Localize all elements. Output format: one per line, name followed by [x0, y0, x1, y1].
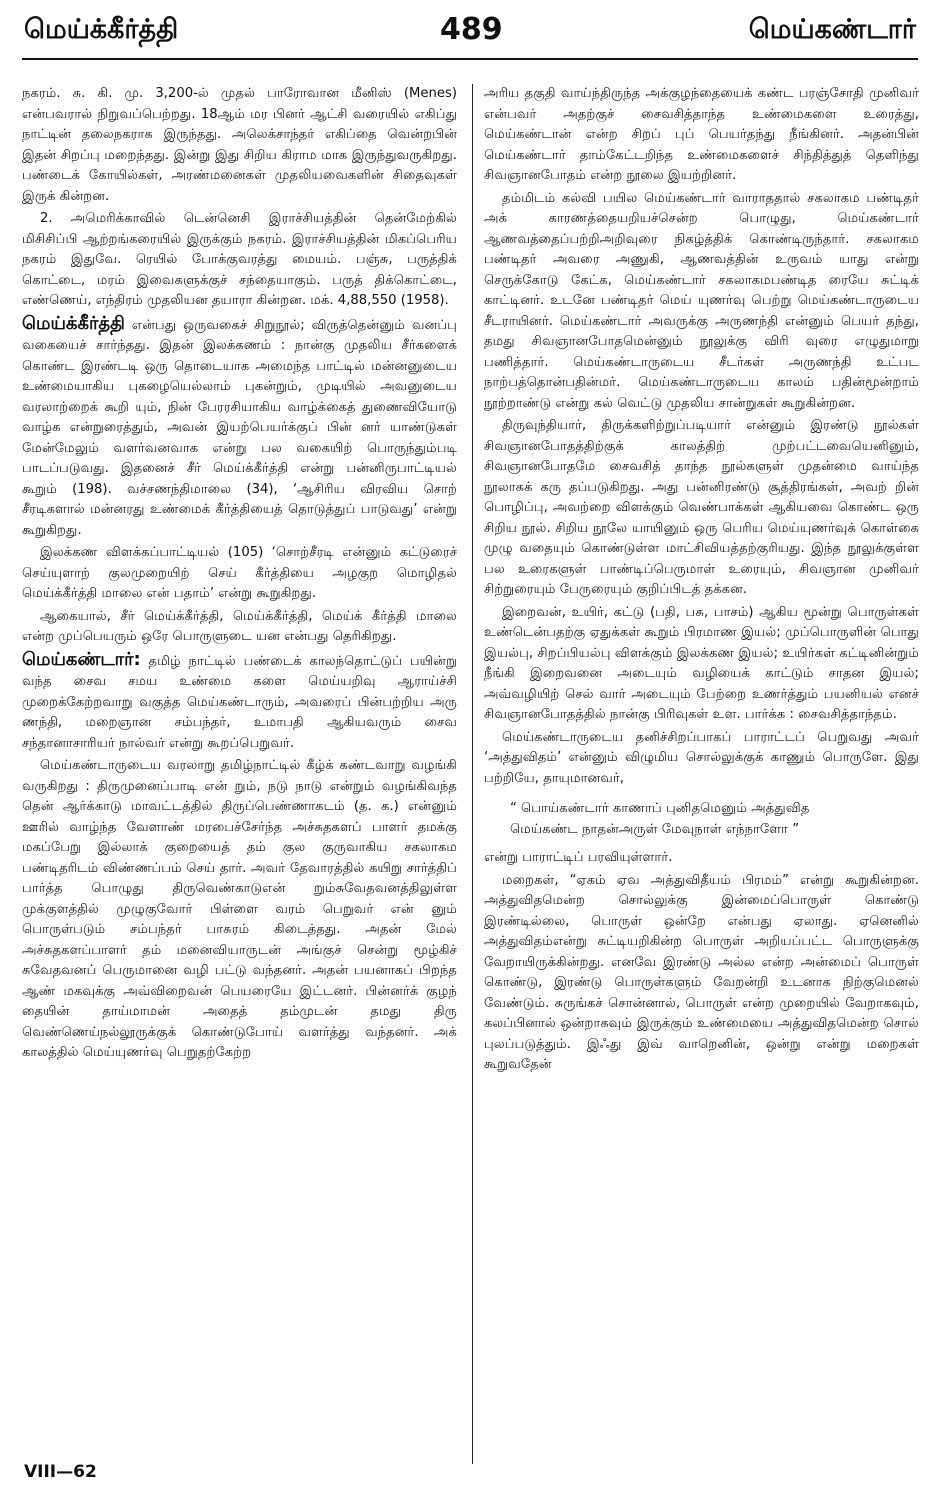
left-column — [22, 84, 457, 1454]
paragraph: தம்மிடம் கல்வி பயில மெய்கண்டார் வாராததால் சகலாகம பண்டிதர் அக் காரணத்தையறியச்சென்ற பொழுது, மெய்கண்டார் ஆணவத்தைப்பற்றிஅறிவுரை நிகழ்த்திக் கொண்டிருந்தார். சகலாகம பண்டிதர் அவரை அணுகி, ஆணவத்தின் உருவம் யாது என்று செருக்கோடு கேட்க, மெய்கண்டார் சகலாகமபண்டித ரையே சுட்டிக் காட்டினர். உடனே பண்டிதர் மெய் யுணர்வு பெற்று மெய்கண்டாருடைய சீடராயினர். மெய்கண்டார் அவருக்கு அருணந்தி என்னும் பெயர் தந்து, தமது சிவஞானபோதமென்னும் நூலுக்கு விரி வுரை எழுதுமாறு பணித்தார். மெய்கண்டாருடைய சீடர்கள் அருணந்தி உட்பட நாற்பத்தொன்பதின்மர். மெய்கண்டாருடைய காலம் பதின்மூன்றாம் நூற்றாண்டு என்று கல் வெட்டு முதலிய சான்றுகள் கூறுகின்றன. — [484, 190, 919, 411]
paragraph: மெய்கண்டாருடைய வரலாறு தமிழ்நாட்டில் கீழ்க் கண்டவாறு வழங்கி வருகிறது : திருமுனைப்பாடி என் றும், நடு நாடு என்றும் வழங்கிவந்த தென் ஆர்க்காடு மாவட்டத்தில் திருப்பெண்ணாகடம் (த. க.) என்னும் ஊரில் வாழ்ந்த வேளாண் மரபைச்சேர்ந்த அச்சுதகளப் பாளர் தமக்கு மகப்பேறு இல்லாக் குறையைத் தம் குல குருவாகிய சகலாகம பண்டிதரிடம் விண்ணப்பம் செய் தார். அவர் தேவாரத்தில் கயிறு சார்த்திப் பார்த்த பொழுது திருவெண்காடுஎன் றும்சுவேதவனத்திலுள்ள முக்குளத்தில் முழுகுவோர் பிள்ளை வரம் பெறுவர் என் னும் பொருள்படும் சம்பந்தர் பாசுரம் கிடைத்தது. அதன் மேல் அச்சுதகளப்பாளர் தம் மனைவியாருடன் அங்குச் சென்று மூழ்கிச் சுவேதவனப் பெருமானை வழி பட்டு வந்தனர். அதன் பயனாகப் பிறந்த ஆண் மகவுக்கு அவ்விறைவன் பெயரையே இட்டனர். பின்னர்க் குழந் தையின் தாய்மாமன் அதைத் தம்முடன் தமது திரு வெண்ணெய்நல்லூருக்குக் கொண்டுபோய் வளர்த்து வந்தனர். அக் காலத்தில் மெய்யுணர்வு பெறுதற்கேற்ற — [22, 758, 457, 1060]
page-number: 489 — [440, 12, 503, 47]
header-rule — [22, 58, 918, 60]
paragraph: ஆகையால், சீர் மெய்க்கீர்த்தி, மெய்க்கீர்த்தி, மெய்க் கீர்த்தி மாலை என்ற முப்பெயரும் ஒரே பொருளுடை யன என்பது தெரிகிறது. — [22, 608, 457, 644]
page-signature: VIII—62 — [24, 1462, 97, 1482]
verse-line: “ பொய்கண்டார் காணாப் புனிதமெனும் அத்துவித — [510, 801, 810, 816]
verse-quote — [510, 799, 919, 840]
verse-line: மெய்கண்ட நாதன்அருள் மேவுநாள் எந்நாளோ ” — [510, 821, 800, 837]
entry-body: என்பது ஒருவகைச் சிறுநூல்; விருத்தென்னும் வனப்பு வகையைச் சார்ந்தது. இதன் இலக்கணம் : நான்கு முதலிய சீர்களைக் கொண்ட இரண்டடி ஒரு தொடையாக அமைந்த பாட்டில் மன்னனுடைய உண்மையாகிய புகழையெல்லாம் புகன்றும், முடியில் அவனுடைய வரலாற்றைக் கூறி யும், நின் பேரரசியாகிய வாழ்க்கைத் துணைவியோடு வாழ்க என்றுரைத்தும், அவன் இயற்பெயர்க்குப் பின் னர் யாண்டுகள் மேன்மேலும் வளர்வனவாக என்று பல வகையிற் பொருந்தும்படி பாடப்படுவது. இதனைச் சீர் மெய்க்கீர்த்தி என்று பன்னிருபாட்டியல் கூறும் (198). வச்சணந்திமாலை (34), ‘ஆசிரிய விரவிய சொற் சீரடிகளால் மன்னரது உண்மைக் கீர்த்தியைத் தொடுத்துப் பாடுவது’ என்று கூறுகிறது. — [22, 317, 457, 538]
header-right-title: மெய்கண்டார் — [748, 14, 916, 45]
page-header — [0, 0, 940, 78]
paragraph: திருவுந்தியார், திருக்களிற்றுப்படியார் என்னும் இரண்டு நூல்கள் சிவஞானபோதத்திற்குக் காலத்திற் முற்பட்டவையெனினும், சிவஞானபோதமே சைவசித் தாந்த நூல்களுள் முதன்மை வாய்ந்த நூலாகக் கரு தப்படுகிறது. அது பன்னிரண்டு சூத்திரங்கள், அவற் றின் பொழிப்பு, அவற்றை விளக்கும் வெண்பாக்கள் ஆகியவை கொண்ட ஒரு சிறிய நூல். சிறிய நூலே யாயினும் ஒரு பெரிய மெய்யுணர்வுக் கொள்கை முழு வதையும் கொண்டுள்ள மாட்சிவியத்தற்குரியது. இந்த நூலுக்குள்ள பல உரைகளுள் பாண்டிப்பெருமாள் உரையும், சிவஞான முனிவர் சிற்றுரையும் பேருரையும் குறிப்பிடத் தக்கன. — [484, 418, 919, 597]
paragraph: மறைகள், “ஏகம் ஏவ அத்துவிதீயம் பிரமம்” என்று கூறுகின்றன. அத்துவிதமென்ற சொல்லுக்கு இன்மைப்பொருள் கொண்டு இரண்டில்லை, பொருள் ஒன்றே என்பது ஏலாது. ஏனெனில் அத்துவிதம்என்று சுட்டியறிகின்ற பொருள் அறியப்பட்ட பொருளுக்கு வேறாயிருக்கின்றது. எனவே இரண்டு அல்ல என்ற அன்மைப் பொருள் கொண்டு, இரண்டு பொருள்களும் வேறன்றி உடனாக நிற்குமெனல் வேண்டும். சுருங்கச் சொன்னால், பொருள் என்ற முறையில் வேறாகவும், கலப்பினால் ஒன்றாகவும் இருக்கும் உண்மையை அத்துவிதமென்ற சொல் புலப்படுத்தும். இஃது இவ் வாறெனின், ஒன்று என்று மறைகள் கூறுவதேன் — [484, 872, 919, 1072]
entry-meikandar — [22, 650, 457, 755]
paragraph: அரிய தகுதி வாய்ந்திருந்த அக்குழந்தையைக் கண்ட பரஞ்சோதி முனிவர் என்பவர் அதற்குச் சைவசித்தாந்த உண்மைகளை உரைத்து, மெய்கண்டான் என்ற சிறப் புப் பெயர்தந்து நீங்கினர். அதன்பின் மெய்கண்டார் தாம்கேட்டறிந்த உண்மைகளைச் சிந்தித்துத் தெளிந்து சிவஞானபோதம் என்ற நூலை இயற்றினர். — [484, 86, 919, 183]
entry-headword: மெய்க்கீர்த்தி — [22, 312, 125, 334]
paragraph: நகரம். சு. கி. மு. 3,200-ல் முதல் பாரோவான மீனிஸ் (Menes) என்பவரால் நிறுவப்பெற்றது. 18ஆம் மர பினர் ஆட்சி வரையில் எகிப்து நாட்டின் தலைநகராக இருந்தது. அலெக்சாந்தர் எகிப்தை வென்றபின் இதன் சிறப்பு மறைந்தது. இன்று இது சிறிய கிராம மாக இருந்துவருகிறது. பண்டைக் கோயில்கள், அரண்மனைகள் முதலியவைகளின் சிதைவுகள் இருக் கின்றன. — [22, 86, 457, 204]
paragraph: மெய்கண்டாருடைய தனிச்சிறப்பாகப் பாராட்டப் பெறுவது அவர் ‘அத்துவிதம்’ என்னும் விழுமிய சொல்லுக்குக் காணும் பொருளே. இது பற்றியே, தாயுமானவர், — [484, 729, 919, 786]
entry-body: தமிழ் நாட்டில் பண்டைக் காலந்தொட்டுப் பயின்று வந்த சைவ சமய உண்மை களை மெய்யறிவு ஆராய்ச்சி முறைக்கேற்றவாறு வகுத்த மெய்கண்டாரும், அவரைப் பின்பற்றிய அரு ணந்தி, மறைஞான சம்பந்தர், உமாபதி ஆகியவரும் சைவ சந்தானாசாரியர் நால்வர் என்று கூறப்பெறுவர். — [22, 653, 457, 751]
paragraph: இலக்கண விளக்கப்பாட்டியல் (105) ‘சொற்சீரடி என்னும் கட்டுரைச் செய்யுளாற் குலமுறையிற் செய் கீர்த்தியை அழகுற மொழிதல் மெய்க்கீர்த்தி மாலை என் பதாம்’ என்று கூறுகிறது. — [22, 545, 457, 601]
header-left-title: மெய்க்கீர்த்தி — [24, 14, 179, 45]
paragraph: இறைவன், உயிர், கட்டு (பதி, பசு, பாசம்) ஆகிய மூன்று பொருள்கள் உண்டென்பதற்கு ஏதுக்கள் கூறும் பிரமாண இயல்; முப்பொருளின் பொது இயல்பு, சிறப்பியல்பு விளக்கும் இலக்கண இயல்; உயிர்கள் கட்டினின்றும் நீங்கி இறைவனை அடையும் வழியைக் காட்டும் சாதன இயல்; அவ்வழியிற் செல் வார் அடையும் பேற்றை உணர்த்தும் பயனியல் எனச் சிவஞானபோதத்தில் நான்கு பிரிவுகள் உள. பார்க்க : சைவசித்தாந்தம். — [484, 604, 919, 722]
paragraph: என்று பாராட்டிப் பரவியுள்ளார். — [484, 850, 673, 865]
paragraph: 2. அமெரிக்காவில் டென்னெசி இராச்சியத்தின் தென்மேற்கில் மிசிசிப்பி ஆற்றங்கரையில் இருக்கும் நகரம். இராச்சியத்தின் மிகப்பெரிய நகரம் இதுவே. ரெயில் போக்குவரத்து மையம். பஞ்சு, பருத்திக் கொட்டை, மரம் இவைகளுக்குச் சந்தையாகும். பருத் திக்கொட்டை, எண்ணெய், எந்திரம் முதலியன தயாரா கின்றன. மக். 4,88,550 (1958). — [22, 211, 457, 308]
entry-headword: மெய்கண்டார்: — [22, 648, 141, 670]
entry-meikkeerthi — [22, 314, 457, 542]
column-divider — [472, 84, 473, 1464]
right-column — [484, 84, 919, 1484]
